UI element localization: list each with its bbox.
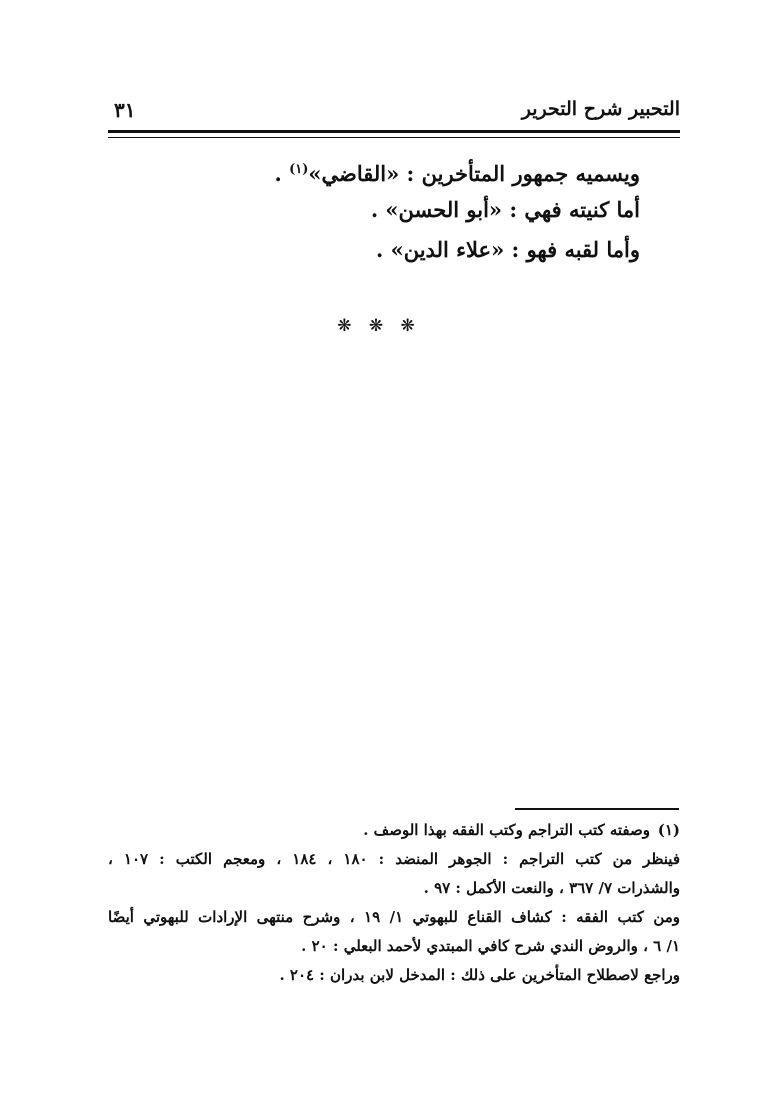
running-title: التحبير شرح التحرير (521, 98, 680, 120)
footnote-line: والشذرات ٧/ ٣٦٧ ، والنعت الأكمل : ٩٧ . (423, 879, 680, 897)
body-line: وأما لقبه فهو : «علاء الدين» . (375, 237, 640, 262)
body-line: أما كنيته فهي : «أبو الحسن» . (370, 197, 640, 222)
body-line-text: ويسميه جمهور المتأخرين : «القاضي» (308, 161, 640, 186)
footnote-rule (515, 808, 679, 810)
footnote-line-text: وصفته كتب التراجم وكتب الفقه بهذا الوصف . (363, 821, 650, 839)
body-line-end: . (274, 161, 290, 186)
footnotes (108, 816, 680, 990)
footnote-line: فينظر من كتب التراجم : الجوهر المنضد : ١٨٠ ، ١٨٤ ، ومعجم الكتب : ١٠٧ ، (108, 850, 680, 868)
header-rule-thin (108, 137, 680, 138)
page-header (108, 96, 680, 128)
body-text (108, 150, 640, 270)
header-rule-thick (108, 130, 680, 133)
footnote-line (108, 816, 680, 845)
section-separator: ❋ ❋ ❋ (337, 316, 421, 336)
page-number: ٣١ (114, 98, 136, 122)
footnote-line: ومن كتب الفقه : كشاف القناع للبهوتي ١/ ١٩ ، وشرح منتهى الإرادات للبهوتي أيضًا (108, 908, 681, 926)
body-line (108, 150, 640, 190)
footnote-line: ١/ ٦ ، والروض الندي شرح كافي المبتدي لأحمد البعلي : ٢٠ . (301, 937, 680, 955)
footnote-marker: (١) (657, 821, 680, 839)
footnote-reference: (١) (289, 162, 309, 177)
footnote-line: وراجع لاصطلاح المتأخرين على ذلك : المدخل لابن بدران : ٢٠٤ . (279, 966, 680, 984)
